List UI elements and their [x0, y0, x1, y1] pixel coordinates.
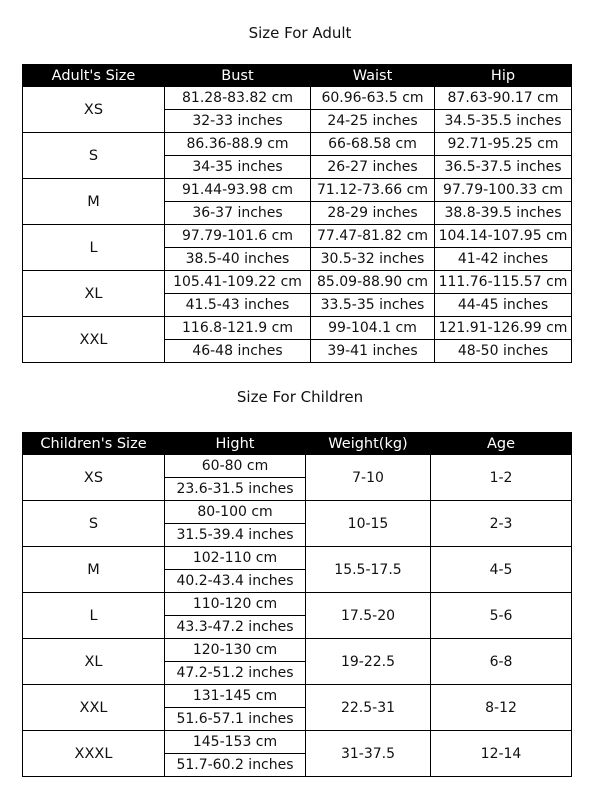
size-label: S — [23, 501, 165, 547]
hip-inches: 34.5-35.5 inches — [435, 110, 572, 133]
weight-header: Weight(kg) — [306, 433, 431, 455]
table-row — [23, 731, 572, 754]
waist-inches: 33.5-35 inches — [311, 294, 435, 317]
waist-header: Waist — [311, 65, 435, 87]
weight-value: 7-10 — [306, 455, 431, 501]
height-inches: 31.5-39.4 inches — [165, 524, 306, 547]
size-label: XL — [23, 271, 165, 317]
table-row — [23, 639, 572, 662]
bust-inches: 41.5-43 inches — [165, 294, 311, 317]
table-row — [23, 317, 572, 340]
table-row — [23, 685, 572, 708]
bust-inches: 36-37 inches — [165, 202, 311, 225]
height-cm: 145-153 cm — [165, 731, 306, 754]
adult-size-table — [22, 64, 572, 363]
hip-cm: 92.71-95.25 cm — [435, 133, 572, 156]
height-cm: 80-100 cm — [165, 501, 306, 524]
bust-inches: 34-35 inches — [165, 156, 311, 179]
weight-value: 15.5-17.5 — [306, 547, 431, 593]
waist-cm: 60.96-63.5 cm — [311, 87, 435, 110]
age-value: 2-3 — [431, 501, 572, 547]
size-label: XXL — [23, 685, 165, 731]
table-row — [23, 133, 572, 156]
table-row — [23, 87, 572, 110]
table-row — [23, 179, 572, 202]
children-table-body — [23, 455, 572, 777]
height-cm: 102-110 cm — [165, 547, 306, 570]
hip-cm: 97.79-100.33 cm — [435, 179, 572, 202]
height-inches: 51.7-60.2 inches — [165, 754, 306, 777]
bust-cm: 91.44-93.98 cm — [165, 179, 311, 202]
bust-header: Bust — [165, 65, 311, 87]
table-row — [23, 501, 572, 524]
waist-cm: 85.09-88.90 cm — [311, 271, 435, 294]
height-cm: 120-130 cm — [165, 639, 306, 662]
size-label: M — [23, 179, 165, 225]
age-value: 5-6 — [431, 593, 572, 639]
bust-cm: 105.41-109.22 cm — [165, 271, 311, 294]
size-label: M — [23, 547, 165, 593]
children-size-header: Children's Size — [23, 433, 165, 455]
waist-inches: 39-41 inches — [311, 340, 435, 363]
size-label: XXL — [23, 317, 165, 363]
height-inches: 43.3-47.2 inches — [165, 616, 306, 639]
waist-inches: 30.5-32 inches — [311, 248, 435, 271]
hip-header: Hip — [435, 65, 572, 87]
bust-cm: 81.28-83.82 cm — [165, 87, 311, 110]
height-inches: 47.2-51.2 inches — [165, 662, 306, 685]
table-row — [23, 271, 572, 294]
table-row — [23, 593, 572, 616]
bust-cm: 86.36-88.9 cm — [165, 133, 311, 156]
weight-value: 22.5-31 — [306, 685, 431, 731]
size-label: XXXL — [23, 731, 165, 777]
table-row — [23, 455, 572, 478]
table-row — [23, 547, 572, 570]
children-header-row — [23, 433, 572, 455]
hip-inches: 36.5-37.5 inches — [435, 156, 572, 179]
waist-cm: 99-104.1 cm — [311, 317, 435, 340]
waist-inches: 28-29 inches — [311, 202, 435, 225]
waist-inches: 26-27 inches — [311, 156, 435, 179]
hip-cm: 111.76-115.57 cm — [435, 271, 572, 294]
waist-cm: 66-68.58 cm — [311, 133, 435, 156]
hip-cm: 104.14-107.95 cm — [435, 225, 572, 248]
hip-cm: 121.91-126.99 cm — [435, 317, 572, 340]
size-label: XS — [23, 87, 165, 133]
age-value: 1-2 — [431, 455, 572, 501]
hip-cm: 87.63-90.17 cm — [435, 87, 572, 110]
weight-value: 10-15 — [306, 501, 431, 547]
age-value: 12-14 — [431, 731, 572, 777]
hip-inches: 41-42 inches — [435, 248, 572, 271]
weight-value: 19-22.5 — [306, 639, 431, 685]
bust-cm: 116.8-121.9 cm — [165, 317, 311, 340]
hip-inches: 48-50 inches — [435, 340, 572, 363]
waist-inches: 24-25 inches — [311, 110, 435, 133]
size-label: L — [23, 225, 165, 271]
size-label: S — [23, 133, 165, 179]
height-inches: 51.6-57.1 inches — [165, 708, 306, 731]
children-size-table — [22, 432, 572, 777]
age-value: 4-5 — [431, 547, 572, 593]
waist-cm: 77.47-81.82 cm — [311, 225, 435, 248]
adult-header-row — [23, 65, 572, 87]
age-value: 6-8 — [431, 639, 572, 685]
age-header: Age — [431, 433, 572, 455]
table-row — [23, 225, 572, 248]
bust-inches: 46-48 inches — [165, 340, 311, 363]
bust-inches: 38.5-40 inches — [165, 248, 311, 271]
bust-inches: 32-33 inches — [165, 110, 311, 133]
adult-size-header: Adult's Size — [23, 65, 165, 87]
hip-inches: 44-45 inches — [435, 294, 572, 317]
height-cm: 60-80 cm — [165, 455, 306, 478]
age-value: 8-12 — [431, 685, 572, 731]
children-size-title: Size For Children — [236, 388, 364, 406]
adult-size-title: Size For Adult — [248, 24, 352, 42]
height-inches: 23.6-31.5 inches — [165, 478, 306, 501]
waist-cm: 71.12-73.66 cm — [311, 179, 435, 202]
weight-value: 17.5-20 — [306, 593, 431, 639]
weight-value: 31-37.5 — [306, 731, 431, 777]
height-cm: 131-145 cm — [165, 685, 306, 708]
size-label: L — [23, 593, 165, 639]
adult-table-body — [23, 87, 572, 363]
size-label: XS — [23, 455, 165, 501]
bust-cm: 97.79-101.6 cm — [165, 225, 311, 248]
height-cm: 110-120 cm — [165, 593, 306, 616]
height-inches: 40.2-43.4 inches — [165, 570, 306, 593]
height-header: Hight — [165, 433, 306, 455]
size-label: XL — [23, 639, 165, 685]
hip-inches: 38.8-39.5 inches — [435, 202, 572, 225]
